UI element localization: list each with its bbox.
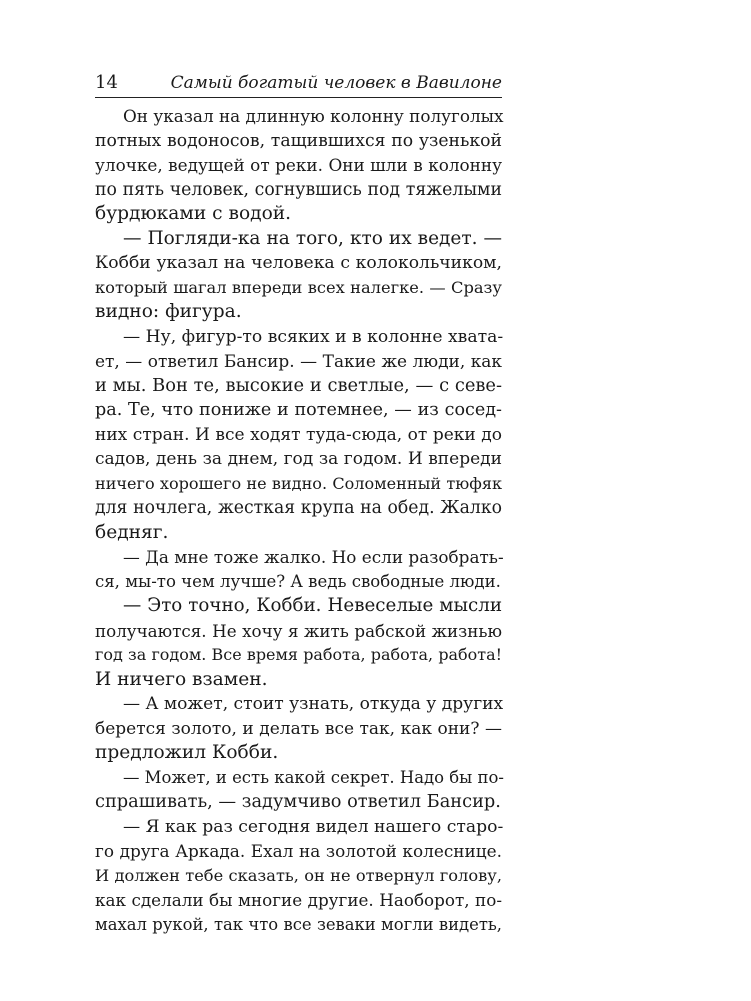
text-line: спрашивать, — задумчиво ответил Бансир. xyxy=(95,792,501,812)
text-line: — Да мне тоже жалко. Но если разобрать- xyxy=(123,547,504,567)
text-line: Кобби указал на человека с колокольчиком, xyxy=(95,253,502,273)
text-line: — Это точно, Кобби. Невеселые мысли xyxy=(123,595,502,616)
text-line: го друга Аркада. Ехал на золотой колеснице. xyxy=(95,841,502,861)
text-line: по пять человек, согнувшись под тяжелыми xyxy=(95,179,502,200)
text-line: ся, мы-то чем лучше? А ведь свободные люди. xyxy=(95,571,501,591)
text-line: получаются. Не хочу я жить рабской жизнью xyxy=(95,620,502,641)
page-number: 14 xyxy=(95,72,118,93)
text-line: — Ну, фигур-то всяких и в колонне хвата- xyxy=(123,326,504,347)
text-line: — А может, стоит узнать, откуда у других xyxy=(123,694,504,714)
text-line: и мы. Вон те, высокие и светлые, — с севе- xyxy=(95,374,502,396)
text-line: И ничего взамен. xyxy=(95,668,268,690)
text-line: для ночлега, жесткая крупа на обед. Жалко xyxy=(95,498,502,518)
text-line: бедняг. xyxy=(95,521,169,543)
text-line: Он указал на длинную колонну полуголых xyxy=(123,106,504,126)
text-line: махал рукой, так что все зеваки могли видеть, xyxy=(95,914,502,934)
text-line: видно: фигура. xyxy=(95,301,242,322)
header-rule xyxy=(95,97,502,98)
text-line: улочке, ведущей от реки. Они шли в колонну xyxy=(95,155,502,175)
text-line: — Я как раз сегодня видел нашего старо- xyxy=(123,816,504,837)
text-line: предложил Кобби. xyxy=(95,742,279,763)
text-line: как сделали бы многие другие. Наоборот, по- xyxy=(95,890,502,910)
running-title: Самый богатый человек в Вавилоне xyxy=(170,73,502,93)
running-head xyxy=(95,72,502,94)
text-line: И должен тебе сказать, он не отвернул голову, xyxy=(95,865,502,885)
text-line: который шагал впереди всех налегке. — Сразу xyxy=(95,277,502,297)
text-line: — Может, и есть какой секрет. Надо бы по- xyxy=(123,767,504,787)
text-line: берется золото, и делать все так, как они? — xyxy=(95,718,502,739)
text-line: ет, — ответил Бансир. — Такие же люди, как xyxy=(95,351,502,371)
text-line: потных водоносов, тащившихся по узенькой xyxy=(95,130,502,151)
text-line: ничего хорошего не видно. Соломенный тюфяк xyxy=(95,473,502,493)
text-line: — Погляди-ка на того, кто их ведет. — xyxy=(123,227,502,249)
text-line: бурдюками с водой. xyxy=(95,203,292,224)
text-line: ра. Те, что пониже и потемнее, — из сосед- xyxy=(95,400,502,420)
text-line: них стран. И все ходят туда-сюда, от реки до xyxy=(95,424,502,445)
body-text xyxy=(95,104,502,937)
text-line: садов, день за днем, год за годом. И впереди xyxy=(95,449,502,469)
text-line: год за годом. Все время работа, работа, работа! xyxy=(95,645,502,664)
